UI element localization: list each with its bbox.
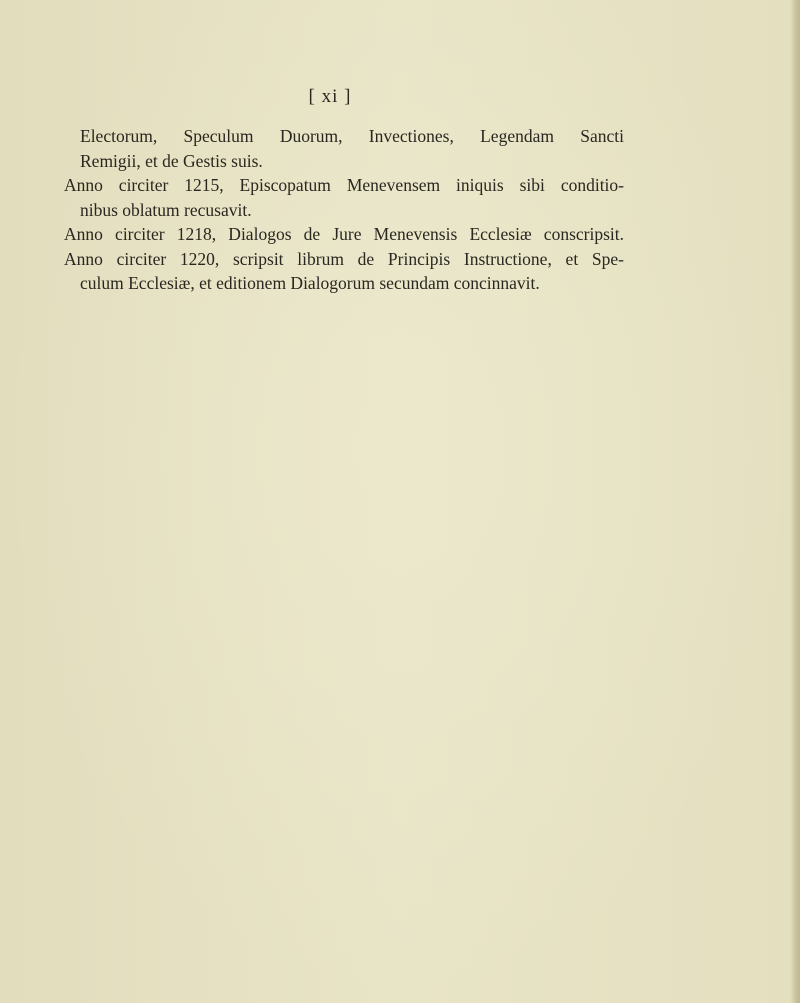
entry-4-line-2: culum Ecclesiæ, et editionem Dialogorum secundam concinnavit. xyxy=(80,273,540,293)
entry-4 xyxy=(64,247,624,296)
entry-1-line-1: Electorum, Speculum Duorum, Invectiones, Legendam Sancti xyxy=(80,126,624,146)
entry-3-line-1: Anno circiter 1218, Dialogos de Jure Menevensis Ecclesiæ conscripsit. xyxy=(64,224,624,244)
entry-2 xyxy=(64,173,624,222)
page-number: [ xi ] xyxy=(308,86,352,107)
entry-3 xyxy=(64,222,624,247)
entry-2-line-1: Anno circiter 1215, Episcopatum Menevensem iniquis sibi conditio- xyxy=(64,175,624,195)
entry-4-line-1: Anno circiter 1220, scripsit librum de Principis Instructione, et Spe- xyxy=(64,248,624,269)
entry-1 xyxy=(64,124,624,173)
page-edge-shadow xyxy=(790,0,800,1003)
entry-1-line-2: Remigii, et de Gestis suis. xyxy=(80,150,263,171)
text-block xyxy=(64,124,624,296)
entry-2-line-2: nibus oblatum recusavit. xyxy=(80,199,252,220)
